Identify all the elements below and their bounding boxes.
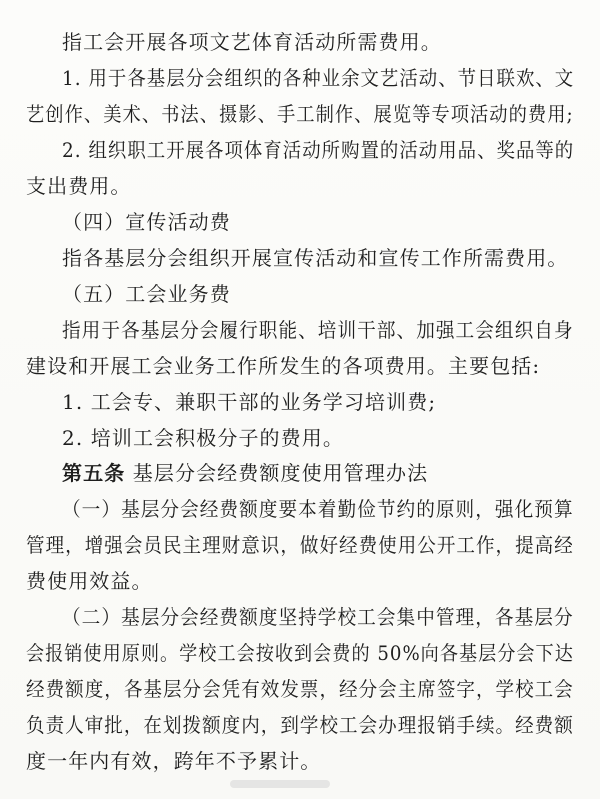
text-line: 2. 培训工会积极分子的费用。 [62, 426, 344, 450]
scan-smudge [230, 780, 330, 788]
text-line: 指各基层分会组织开展宣传活动和宣传工作所需费用。 [62, 246, 569, 270]
article-number: 第五条 [62, 461, 126, 485]
text-line: 管理，增强会员民主理财意识，做好经费使用公开工作，提高经 [26, 533, 574, 557]
text-line: 2. 组织职工开展各项体育活动所购置的活动用品、奖品等的 [62, 138, 575, 162]
text-line: 建设和开展工会业务工作所发生的各项费用。主要包括: [26, 354, 541, 378]
text-line: 指用于各基层分会履行职能、培训干部、加强工会组织自身 [62, 318, 574, 342]
text-line: 1. 工会专、兼职干部的业务学习培训费; [62, 390, 437, 414]
section-heading: （五）工会业务费 [62, 282, 231, 306]
text-line: 会报销使用原则。学校工会按收到会费的 50%向各基层分会下达 [26, 641, 574, 665]
section-heading: （四）宣传活动费 [62, 210, 231, 234]
text-line: 艺创作、美术、书法、摄影、手工制作、展览等专项活动的费用; [26, 102, 574, 126]
text-line: （二）基层分会经费额度坚持学校工会集中管理，各基层分 [62, 605, 574, 629]
text-line: （一）基层分会经费额度要本着勤俭节约的原则，强化预算 [62, 497, 574, 521]
text-line: 度一年内有效，跨年不予累计。 [26, 749, 322, 773]
text-line: 经费额度，各基层分会凭有效发票，经分会主席签字，学校工会 [26, 677, 574, 701]
text-line: 支出费用。 [26, 174, 132, 198]
article-heading [62, 463, 428, 483]
text-line: 指工会开展各项文艺体育活动所需费用。 [62, 30, 442, 54]
article-title: 基层分会经费额度使用管理办法 [125, 461, 429, 485]
text-line: 负责人审批，在划拨额度内，到学校工会办理报销手续。经费额 [26, 713, 574, 737]
text-line: 费使用效益。 [26, 569, 153, 593]
text-line: 1. 用于各基层分会组织的各种业余文艺活动、节日联欢、文 [62, 66, 575, 90]
